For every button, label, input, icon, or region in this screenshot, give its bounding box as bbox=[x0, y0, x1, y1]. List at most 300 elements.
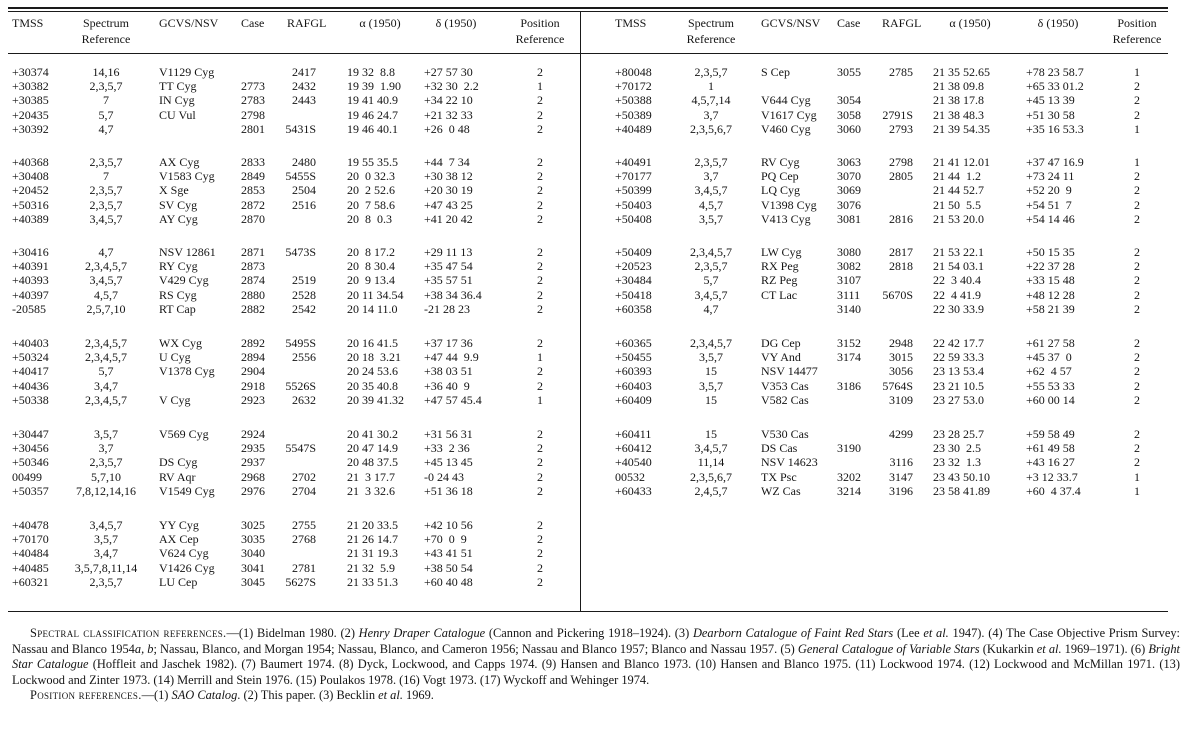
cell-spec: 2,3,5,7 bbox=[89, 455, 123, 470]
cell-pos: 2 bbox=[537, 183, 543, 198]
cell-spec: 2,3,4,5,7 bbox=[690, 336, 732, 350]
cell-case: 2937 bbox=[241, 455, 265, 470]
cell-gcvs: AY Cyg bbox=[159, 211, 198, 226]
cell-tmss: +40389 bbox=[12, 211, 49, 226]
cell-rafgl: 5670S bbox=[882, 287, 913, 302]
cell-dec: +48 12 28 bbox=[1026, 287, 1075, 302]
cell-ra: 21 33 51.3 bbox=[347, 574, 398, 589]
cell-ra: 21 39 54.35 bbox=[933, 121, 990, 136]
cell-dec: +47 57 45.4 bbox=[424, 392, 482, 407]
cell-gcvs: DS Cyg bbox=[159, 455, 198, 470]
cell-dec: +35 57 51 bbox=[424, 273, 473, 288]
reference-text-part: 1969. bbox=[402, 688, 434, 702]
cell-case: 3107 bbox=[837, 273, 861, 288]
cell-ra: 20 11 34.54 bbox=[347, 287, 404, 302]
cell-tmss: 00532 bbox=[615, 469, 645, 484]
cell-rafgl: 5627S bbox=[285, 574, 316, 589]
cell-gcvs: V460 Cyg bbox=[761, 121, 811, 136]
cell-ra: 20 0 32.3 bbox=[347, 169, 395, 184]
cell-rafgl: 2755 bbox=[292, 518, 316, 532]
cell-case: 2976 bbox=[241, 483, 265, 498]
cell-pos: 2 bbox=[537, 197, 543, 212]
cell-dec: +45 13 39 bbox=[1026, 93, 1075, 108]
cell-pos: 2 bbox=[537, 259, 543, 274]
cell-ra: 20 7 58.6 bbox=[347, 197, 395, 212]
cell-ra: 19 41 40.9 bbox=[347, 93, 398, 108]
cell-pos: 2 bbox=[1134, 273, 1140, 288]
cell-dec: +55 53 33 bbox=[1026, 378, 1075, 393]
cell-case: 3069 bbox=[837, 183, 861, 198]
cell-pos: 2 bbox=[537, 560, 543, 575]
cell-rafgl: 3116 bbox=[889, 455, 913, 470]
cell-ra: 21 32 5.9 bbox=[347, 560, 395, 575]
cell-dec: +35 16 53.3 bbox=[1026, 121, 1084, 136]
cell-pos: 2 bbox=[1134, 211, 1140, 226]
cell-tmss: +30456 bbox=[12, 441, 49, 456]
cell-pos: 2 bbox=[537, 107, 543, 122]
cell-dec: +51 36 18 bbox=[424, 483, 473, 498]
cell-case: 3174 bbox=[837, 350, 861, 365]
cell-spec: 2,3,4,5,7 bbox=[85, 259, 127, 274]
cell-case: 3041 bbox=[241, 560, 265, 575]
cell-dec: +42 10 56 bbox=[424, 518, 473, 532]
cell-spec: 15 bbox=[705, 392, 717, 407]
cell-pos: 2 bbox=[1134, 169, 1140, 184]
cell-tmss: +60409 bbox=[615, 392, 652, 407]
cell-case: 2849 bbox=[241, 169, 265, 184]
cell-dec: +33 15 48 bbox=[1026, 273, 1075, 288]
cell-pos: 2 bbox=[1134, 245, 1140, 259]
position-references-title: Position references. bbox=[30, 688, 142, 702]
header-label-line: Reference bbox=[515, 32, 565, 46]
cell-case: 2892 bbox=[241, 336, 265, 350]
cell-pos: 2 bbox=[537, 155, 543, 169]
cell-gcvs: V Cyg bbox=[159, 392, 191, 407]
cell-ra: 21 41 12.01 bbox=[933, 155, 990, 169]
cell-tmss: +50455 bbox=[615, 350, 652, 365]
cell-pos: 2 bbox=[537, 245, 543, 259]
cell-case: 2798 bbox=[241, 107, 265, 122]
cell-ra: 20 47 14.9 bbox=[347, 441, 398, 456]
cell-tmss: +40478 bbox=[12, 518, 49, 532]
reference-text-part: et al. bbox=[923, 626, 949, 640]
cell-case: 2880 bbox=[241, 287, 265, 302]
cell-case: 3202 bbox=[837, 469, 861, 484]
cell-ra: 23 43 50.10 bbox=[933, 469, 990, 484]
cell-gcvs: RX Peg bbox=[761, 259, 799, 274]
cell-ra: 19 55 35.5 bbox=[347, 155, 398, 169]
cell-gcvs: YY Cyg bbox=[159, 518, 199, 532]
cell-pos: 2 bbox=[537, 273, 543, 288]
cell-ra: 21 54 03.1 bbox=[933, 259, 984, 274]
cell-rafgl: 2443 bbox=[292, 93, 316, 108]
cell-ra: 22 30 33.9 bbox=[933, 301, 984, 316]
cell-gcvs: V1426 Cyg bbox=[159, 560, 215, 575]
cell-dec: +60 00 14 bbox=[1026, 392, 1075, 407]
header-label-line: Reference bbox=[81, 32, 131, 46]
cell-dec: +47 44 9.9 bbox=[424, 350, 479, 365]
cell-spec: 3,7 bbox=[98, 441, 114, 456]
cell-dec: +60 40 48 bbox=[424, 574, 473, 589]
cell-rafgl: 2702 bbox=[292, 469, 316, 484]
header-label-line: Case bbox=[241, 16, 265, 30]
cell-pos: 2 bbox=[1134, 301, 1140, 316]
cell-gcvs: LU Cep bbox=[159, 574, 198, 589]
cell-case: 2935 bbox=[241, 441, 265, 456]
cell-rafgl: 2519 bbox=[292, 273, 316, 288]
cell-tmss: +60358 bbox=[615, 301, 652, 316]
cell-gcvs: V1583 Cyg bbox=[159, 169, 215, 184]
cell-gcvs: AX Cyg bbox=[159, 155, 200, 169]
position-references bbox=[12, 688, 1180, 704]
right-table-panel bbox=[580, 0, 1180, 611]
cell-ra: 21 38 09.8 bbox=[933, 79, 984, 94]
cell-ra: 20 8 17.2 bbox=[347, 245, 395, 259]
cell-case: 2874 bbox=[241, 273, 265, 288]
cell-rafgl: 2516 bbox=[292, 197, 316, 212]
cell-dec: +22 37 28 bbox=[1026, 259, 1075, 274]
cell-rafgl: 3109 bbox=[889, 392, 913, 407]
cell-rafgl: 5495S bbox=[285, 336, 316, 350]
cell-gcvs: WZ Cas bbox=[761, 483, 801, 498]
left-header-case bbox=[241, 15, 264, 31]
cell-gcvs: NSV 14623 bbox=[761, 455, 818, 470]
cell-gcvs: RV Aqr bbox=[159, 469, 196, 484]
cell-tmss: +50316 bbox=[12, 197, 49, 212]
cell-dec: +29 11 13 bbox=[424, 245, 473, 259]
cell-dec: +31 56 31 bbox=[424, 427, 473, 441]
cell-ra: 21 38 17.8 bbox=[933, 93, 984, 108]
cell-pos: 2 bbox=[537, 441, 543, 456]
cell-spec: 4,7 bbox=[98, 245, 114, 259]
cell-rafgl: 2417 bbox=[292, 65, 316, 79]
cell-pos: 2 bbox=[537, 546, 543, 561]
cell-dec: +3 12 33.7 bbox=[1026, 469, 1078, 484]
cell-ra: 21 3 32.6 bbox=[347, 483, 395, 498]
cell-rafgl: 5764S bbox=[882, 378, 913, 393]
cell-rafgl: 2805 bbox=[889, 169, 913, 184]
cell-dec: +27 57 30 bbox=[424, 65, 473, 79]
cell-pos: 1 bbox=[1134, 121, 1140, 136]
cell-case: 3060 bbox=[837, 121, 861, 136]
cell-ra: 20 8 0.3 bbox=[347, 211, 392, 226]
bottom-rule bbox=[8, 611, 1168, 612]
cell-pos: 1 bbox=[1134, 469, 1140, 484]
cell-gcvs: S Cep bbox=[761, 65, 791, 79]
cell-dec: +50 15 35 bbox=[1026, 245, 1075, 259]
cell-dec: +38 03 51 bbox=[424, 364, 473, 379]
cell-spec: 2,3,5,6,7 bbox=[690, 121, 732, 136]
cell-spec: 2,3,4,5,7 bbox=[85, 350, 127, 365]
cell-tmss: +50409 bbox=[615, 245, 652, 259]
cell-pos: 2 bbox=[1134, 287, 1140, 302]
cell-ra: 23 13 53.4 bbox=[933, 364, 984, 379]
reference-text-part: Dearborn Catalogue of Faint Red Stars bbox=[692, 626, 894, 640]
cell-ra: 19 46 24.7 bbox=[347, 107, 398, 122]
cell-tmss: +50403 bbox=[615, 197, 652, 212]
cell-ra: 21 53 22.1 bbox=[933, 245, 984, 259]
cell-rafgl: 2528 bbox=[292, 287, 316, 302]
cell-dec: +60 4 37.4 bbox=[1026, 483, 1081, 498]
cell-pos: 2 bbox=[537, 532, 543, 547]
cell-pos: 2 bbox=[1134, 364, 1140, 379]
cell-tmss: +60411 bbox=[615, 427, 652, 441]
cell-spec: 3,4,5,7 bbox=[89, 211, 123, 226]
cell-gcvs: U Cyg bbox=[159, 350, 191, 365]
cell-case: 3070 bbox=[837, 169, 861, 184]
cell-pos: 2 bbox=[537, 121, 543, 136]
left-header-ra bbox=[359, 15, 400, 31]
cell-tmss: +40368 bbox=[12, 155, 49, 169]
cell-ra: 21 38 48.3 bbox=[933, 107, 984, 122]
cell-spec: 3,5,7 bbox=[94, 427, 118, 441]
cell-dec: +54 51 7 bbox=[1026, 197, 1072, 212]
cell-tmss: +30408 bbox=[12, 169, 49, 184]
cell-ra: 22 59 33.3 bbox=[933, 350, 984, 365]
position-references-text bbox=[142, 688, 434, 702]
cell-spec: 2,3,4,5,7 bbox=[85, 392, 127, 407]
cell-dec: +36 40 9 bbox=[424, 378, 470, 393]
cell-ra: 21 44 52.7 bbox=[933, 183, 984, 198]
cell-spec: 2,3,5,7 bbox=[694, 259, 728, 274]
cell-tmss: +50418 bbox=[615, 287, 652, 302]
reference-text-part: a, b bbox=[134, 641, 154, 656]
cell-case: 3152 bbox=[837, 336, 861, 350]
left-header-rafgl bbox=[287, 15, 326, 31]
cell-spec: 3,5,7,8,11,14 bbox=[74, 560, 138, 575]
cell-case: 3186 bbox=[837, 378, 861, 393]
header-label-line: δ (1950) bbox=[435, 16, 477, 30]
cell-pos: 2 bbox=[1134, 427, 1140, 441]
cell-rafgl: 2817 bbox=[889, 245, 913, 259]
cell-pos: 2 bbox=[537, 211, 543, 226]
cell-tmss: +70177 bbox=[615, 169, 652, 184]
cell-spec: 5,7 bbox=[98, 364, 114, 379]
header-label-line: TMSS bbox=[12, 16, 44, 30]
cell-ra: 20 24 53.6 bbox=[347, 364, 398, 379]
cell-rafgl: 4299 bbox=[889, 427, 913, 441]
cell-case: 3081 bbox=[837, 211, 861, 226]
cell-pos: 2 bbox=[1134, 107, 1140, 122]
cell-rafgl: 3147 bbox=[889, 469, 913, 484]
cell-ra: 22 4 41.9 bbox=[933, 287, 981, 302]
left-header-dec bbox=[436, 15, 477, 31]
cell-gcvs: TT Cyg bbox=[159, 79, 197, 94]
cell-dec: +20 30 19 bbox=[424, 183, 473, 198]
cell-gcvs: DG Cep bbox=[761, 336, 801, 350]
cell-ra: 23 32 1.3 bbox=[933, 455, 981, 470]
cell-tmss: +30484 bbox=[615, 273, 652, 288]
cell-case: 3190 bbox=[837, 441, 861, 456]
cell-case: 2871 bbox=[241, 245, 265, 259]
cell-gcvs: V1398 Cyg bbox=[761, 197, 817, 212]
header-label-line: δ (1950) bbox=[1037, 16, 1079, 30]
cell-gcvs: V413 Cyg bbox=[761, 211, 811, 226]
cell-spec: 11,14 bbox=[697, 455, 725, 470]
cell-pos: 2 bbox=[537, 287, 543, 302]
cell-pos: 2 bbox=[1134, 392, 1140, 407]
cell-case: 3111 bbox=[837, 287, 861, 302]
cell-rafgl: 2480 bbox=[292, 155, 316, 169]
header-label-line: α (1950) bbox=[949, 16, 991, 30]
cell-tmss: +50324 bbox=[12, 350, 49, 365]
header-label-line: Reference bbox=[686, 32, 736, 46]
cell-dec: -0 24 43 bbox=[424, 469, 464, 484]
cell-tmss: +40540 bbox=[615, 455, 652, 470]
cell-gcvs: V1378 Cyg bbox=[159, 364, 215, 379]
cell-case: 2853 bbox=[241, 183, 265, 198]
cell-gcvs: V429 Cyg bbox=[159, 273, 209, 288]
reference-text-part: (Kukarkin bbox=[979, 641, 1037, 656]
cell-dec: +47 43 25 bbox=[424, 197, 473, 212]
reference-text-part: (Cannon and Pickering 1918–1924). (3) bbox=[485, 626, 693, 640]
cell-tmss: +50389 bbox=[615, 107, 652, 122]
cell-gcvs: LW Cyg bbox=[761, 245, 802, 259]
cell-tmss: +30374 bbox=[12, 65, 49, 79]
cell-dec: +37 47 16.9 bbox=[1026, 155, 1084, 169]
cell-spec: 2,3,4,5,7 bbox=[85, 336, 127, 350]
cell-ra: 20 18 3.21 bbox=[347, 350, 401, 365]
right-header-gcvs bbox=[761, 15, 820, 31]
cell-ra: 21 20 33.5 bbox=[347, 518, 398, 532]
cell-rafgl: 2816 bbox=[889, 211, 913, 226]
cell-tmss: +40391 bbox=[12, 259, 49, 274]
cell-tmss: +20523 bbox=[615, 259, 652, 274]
cell-case: 2968 bbox=[241, 469, 265, 484]
cell-pos: 2 bbox=[1134, 183, 1140, 198]
cell-pos: 2 bbox=[1134, 350, 1140, 365]
cell-ra: 22 42 17.7 bbox=[933, 336, 984, 350]
reference-text-part: et al. bbox=[1036, 641, 1062, 656]
cell-rafgl: 2793 bbox=[889, 121, 913, 136]
cell-tmss: +80048 bbox=[615, 65, 652, 79]
cell-spec: 5,7 bbox=[703, 273, 719, 288]
cell-gcvs: RY Cyg bbox=[159, 259, 198, 274]
cell-dec: +32 30 2.2 bbox=[424, 79, 479, 94]
cell-gcvs: IN Cyg bbox=[159, 93, 195, 108]
cell-spec: 2,3,5,7 bbox=[89, 183, 123, 198]
cell-case: 3214 bbox=[837, 483, 861, 498]
cell-gcvs: VY And bbox=[761, 350, 801, 365]
header-label-line: Spectrum bbox=[82, 16, 129, 30]
cell-spec: 2,4,5,7 bbox=[694, 483, 728, 498]
cell-spec: 2,3,5,7 bbox=[89, 155, 123, 169]
cell-spec: 2,3,5,7 bbox=[89, 574, 123, 589]
cell-case: 3076 bbox=[837, 197, 861, 212]
cell-dec: +78 23 58.7 bbox=[1026, 65, 1084, 79]
cell-rafgl: 2556 bbox=[292, 350, 316, 365]
cell-tmss: -20585 bbox=[12, 301, 46, 316]
cell-gcvs: NSV 14477 bbox=[761, 364, 818, 379]
cell-tmss: +30416 bbox=[12, 245, 49, 259]
reference-text-part: (Lee bbox=[893, 626, 924, 640]
cell-spec: 4,5,7 bbox=[94, 287, 118, 302]
cell-spec: 2,5,7,10 bbox=[86, 301, 126, 316]
header-label-line: Spectrum bbox=[687, 16, 734, 30]
cell-spec: 2,3,4,5,7 bbox=[690, 245, 732, 259]
cell-tmss: +40403 bbox=[12, 336, 49, 350]
cell-dec: +35 47 54 bbox=[424, 259, 473, 274]
cell-case: 2904 bbox=[241, 364, 265, 379]
cell-pos: 2 bbox=[1134, 378, 1140, 393]
cell-tmss: +50388 bbox=[615, 93, 652, 108]
cell-tmss: +70172 bbox=[615, 79, 652, 94]
cell-case: 2783 bbox=[241, 93, 265, 108]
cell-tmss: +60365 bbox=[615, 336, 652, 350]
cell-dec: +52 20 9 bbox=[1026, 183, 1072, 198]
cell-case: 2873 bbox=[241, 259, 265, 274]
cell-ra: 20 39 41.32 bbox=[347, 392, 404, 407]
cell-rafgl: 2818 bbox=[889, 259, 913, 274]
cell-gcvs: V624 Cyg bbox=[159, 546, 209, 561]
cell-gcvs: PQ Cep bbox=[761, 169, 799, 184]
cell-case: 3082 bbox=[837, 259, 861, 274]
cell-rafgl: 2798 bbox=[889, 155, 913, 169]
cell-rafgl: 5526S bbox=[285, 378, 316, 393]
cell-case: 3058 bbox=[837, 107, 861, 122]
cell-rafgl: 2948 bbox=[889, 336, 913, 350]
cell-spec: 3,5,7 bbox=[699, 350, 723, 365]
cell-spec: 3,4,5,7 bbox=[694, 287, 728, 302]
cell-tmss: +40485 bbox=[12, 560, 49, 575]
left-table-panel bbox=[0, 0, 580, 611]
cell-gcvs: V569 Cyg bbox=[159, 427, 209, 441]
cell-gcvs: NSV 12861 bbox=[159, 245, 216, 259]
cell-gcvs: LQ Cyg bbox=[761, 183, 800, 198]
cell-ra: 21 26 14.7 bbox=[347, 532, 398, 547]
cell-dec: +54 14 46 bbox=[1026, 211, 1075, 226]
cell-ra: 20 35 40.8 bbox=[347, 378, 398, 393]
cell-spec: 5,7,10 bbox=[91, 469, 121, 484]
right-header-rafgl bbox=[882, 15, 921, 31]
cell-pos: 2 bbox=[537, 469, 543, 484]
cell-gcvs: CU Vul bbox=[159, 107, 196, 122]
cell-spec: 3,4,7 bbox=[94, 546, 118, 561]
cell-pos: 2 bbox=[1134, 93, 1140, 108]
cell-ra: 20 41 30.2 bbox=[347, 427, 398, 441]
cell-ra: 23 27 53.0 bbox=[933, 392, 984, 407]
reference-text-part: . (2) This paper. (3) Becklin bbox=[237, 688, 379, 702]
cell-pos: 2 bbox=[537, 336, 543, 350]
cell-spec: 3,4,5,7 bbox=[89, 518, 123, 532]
cell-case: 3140 bbox=[837, 301, 861, 316]
cell-pos: 2 bbox=[537, 483, 543, 498]
cell-case: 2870 bbox=[241, 211, 265, 226]
left-header-pos bbox=[516, 15, 565, 47]
cell-tmss: +40491 bbox=[615, 155, 652, 169]
cell-pos: 2 bbox=[537, 65, 543, 79]
cell-spec: 4,7 bbox=[98, 121, 114, 136]
cell-case: 3045 bbox=[241, 574, 265, 589]
cell-gcvs: V353 Cas bbox=[761, 378, 809, 393]
cell-gcvs: V1129 Cyg bbox=[159, 65, 215, 79]
left-header-tmss bbox=[12, 15, 43, 31]
cell-dec: +73 24 11 bbox=[1026, 169, 1075, 184]
cell-rafgl: 3196 bbox=[889, 483, 913, 498]
left-header-gcvs bbox=[159, 15, 218, 31]
cell-pos: 1 bbox=[1134, 483, 1140, 498]
cell-case: 2918 bbox=[241, 378, 265, 393]
cell-spec: 7,8,12,14,16 bbox=[76, 483, 136, 498]
cell-rafgl: 2542 bbox=[292, 301, 316, 316]
cell-dec: +51 30 58 bbox=[1026, 107, 1075, 122]
cell-ra: 21 44 1.2 bbox=[933, 169, 981, 184]
cell-rafgl: 2785 bbox=[889, 65, 913, 79]
cell-dec: +26 0 48 bbox=[424, 121, 470, 136]
cell-tmss: +30382 bbox=[12, 79, 49, 94]
cell-spec: 2,3,5,7 bbox=[694, 155, 728, 169]
cell-spec: 4,7 bbox=[703, 301, 719, 316]
